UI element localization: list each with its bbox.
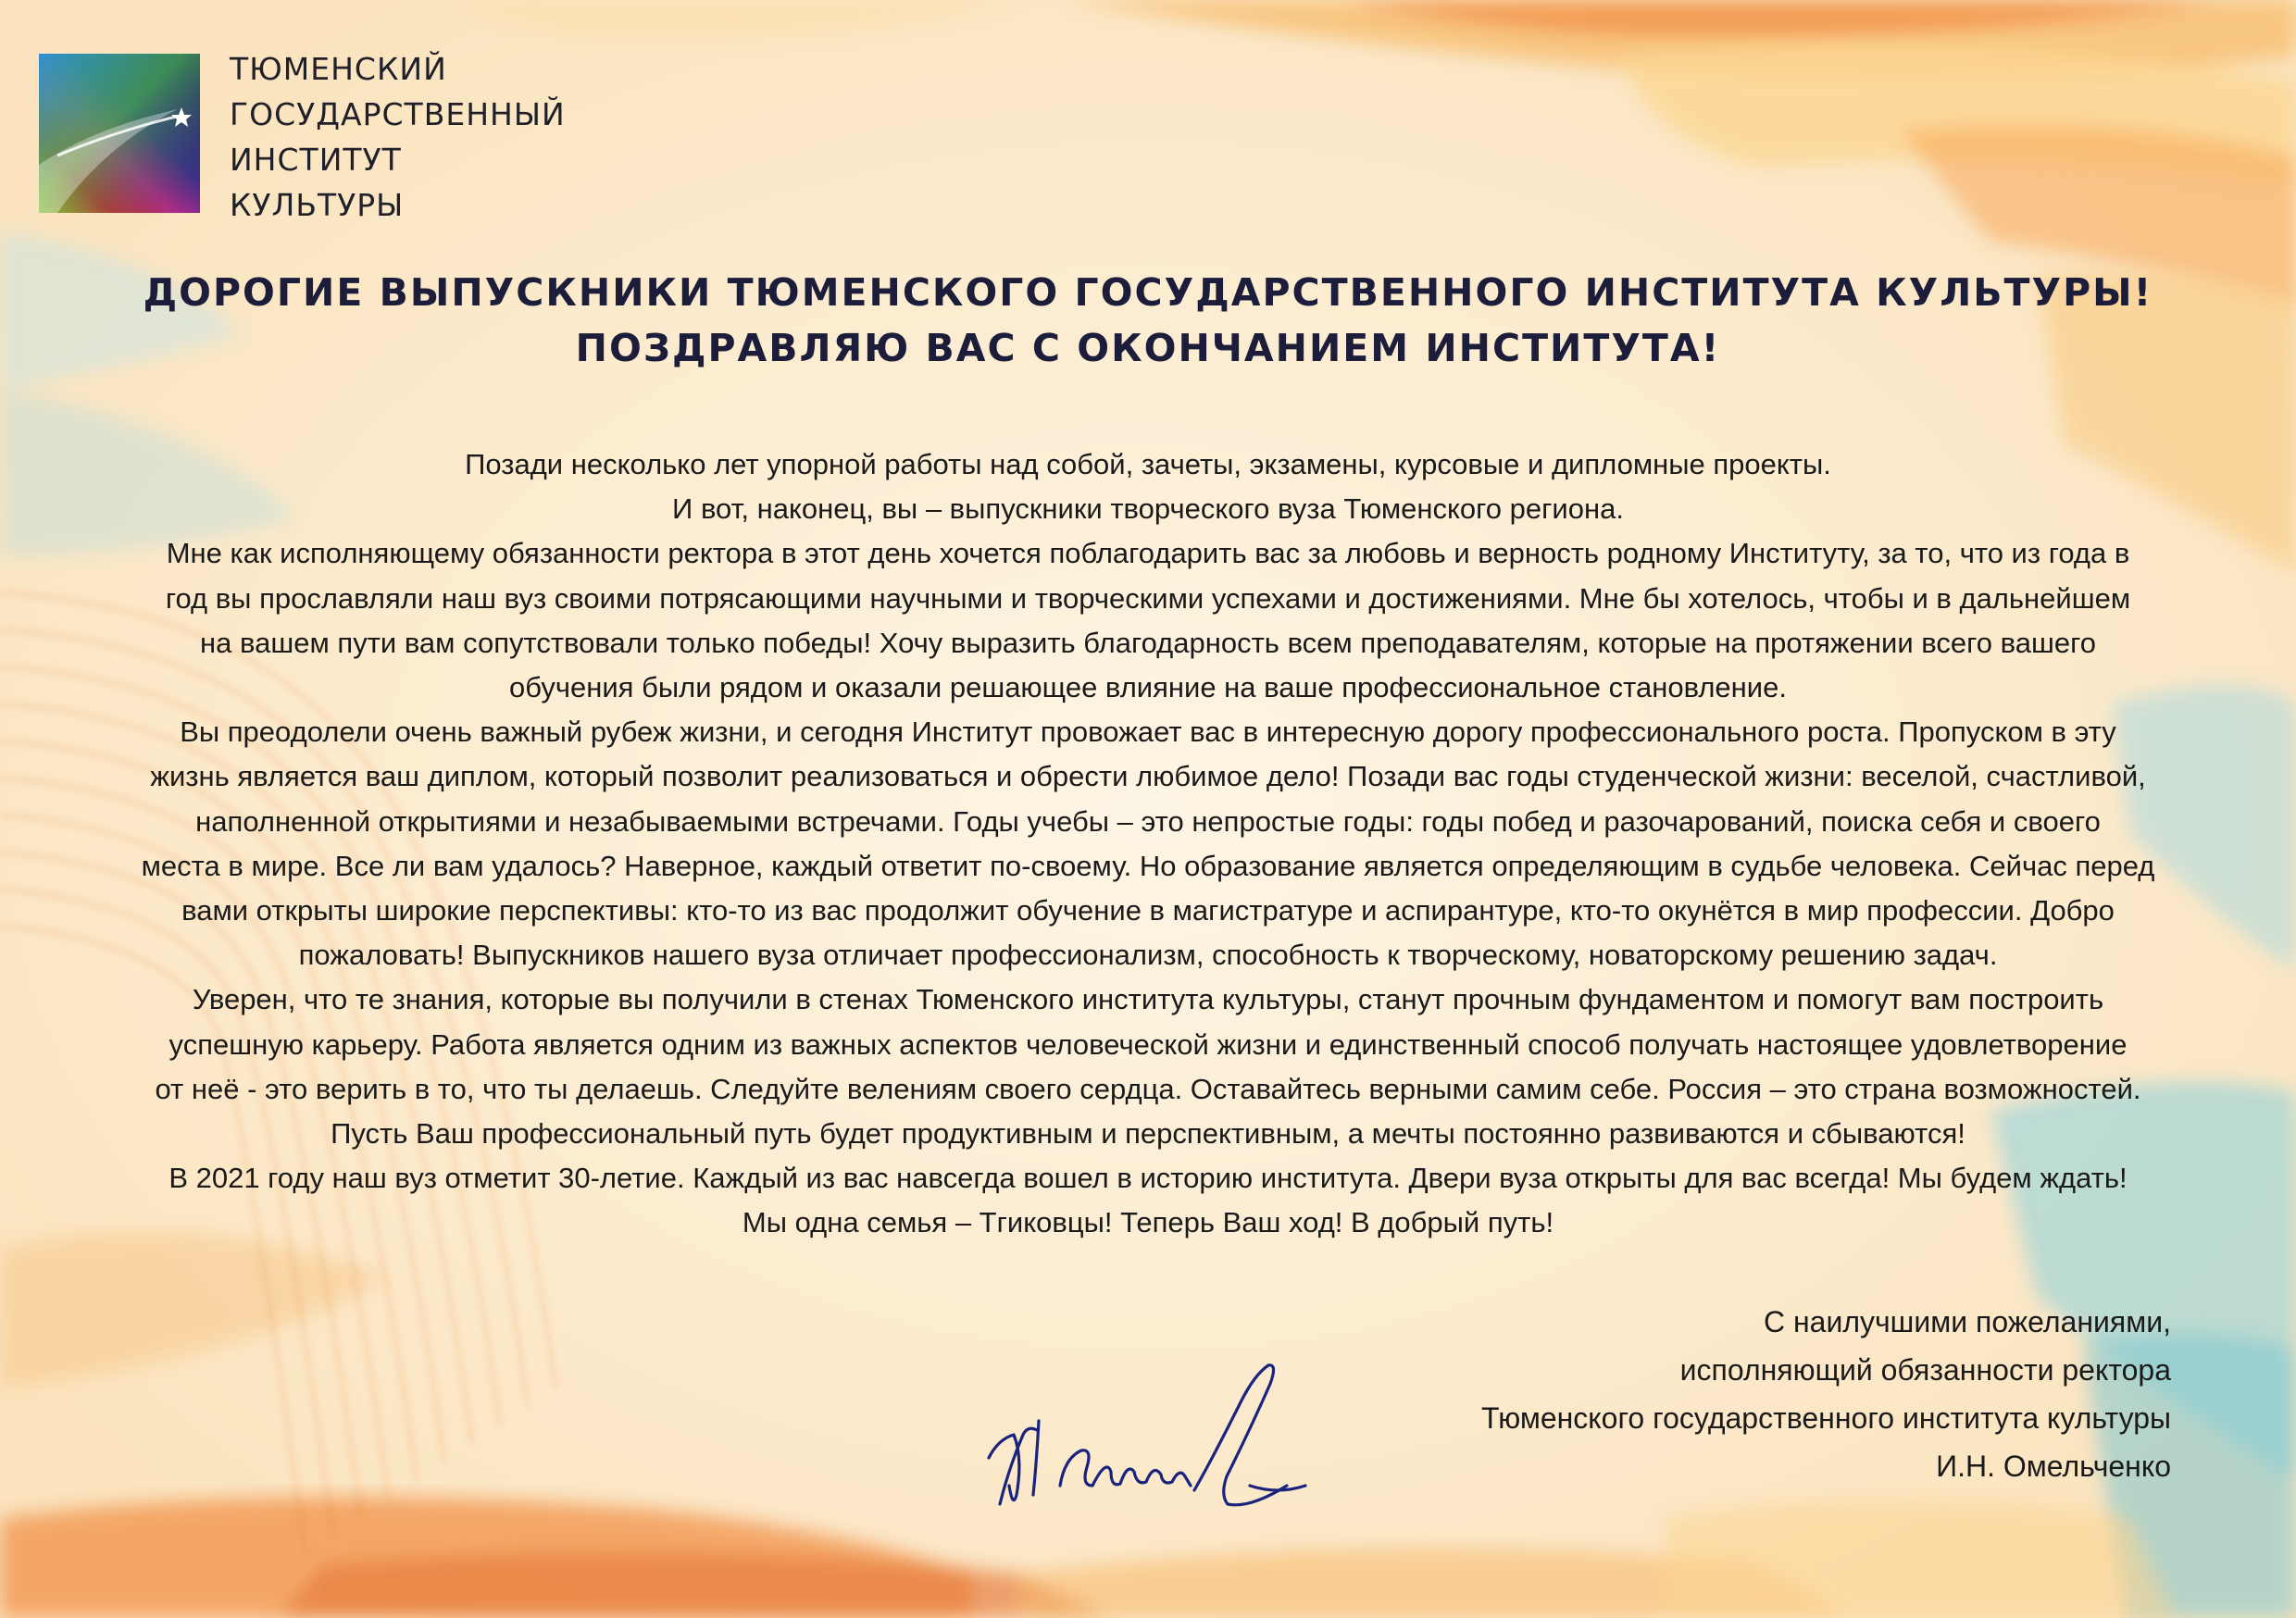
logo-line: ГОСУДАРСТВЕННЫЙ — [230, 96, 566, 132]
page-title — [0, 265, 2296, 376]
body-line: жизнь является ваш диплом, который позволит реализоваться и обрести любимое дело! Позади вас годы студенческой жизни: веселой, счастливой, — [150, 760, 2146, 793]
closing-position: исполняющий обязанности ректора — [1679, 1353, 2171, 1387]
body-line: Пусть Ваш профессиональный путь будет продуктивным и перспективным, а мечты постоянно развиваются и сбываются! — [331, 1117, 1965, 1151]
body-line: от неё - это верить в то, что ты делаешь. Следуйте велениям своего сердца. Оставайтесь верными самим себе. Россия – это страна возможностей. — [155, 1072, 2141, 1105]
body-line: Уверен, что те знания, которые вы получили в стенах Тюменского института культуры, станут прочным фундаментом и помогут вам построить — [192, 983, 2104, 1016]
institute-name — [230, 46, 566, 228]
body-line: И вот, наконец, вы – выпускники творческого вуза Тюменского региона. — [672, 492, 1624, 526]
logo-line: ТЮМЕНСКИЙ — [230, 51, 447, 87]
title-line-1: ДОРОГИЕ ВЫПУСКНИКИ ТЮМЕНСКОГО ГОСУДАРСТВЕННОГО ИНСТИТУТА КУЛЬТУРЫ! — [143, 270, 2153, 315]
closing-greeting: С наилучшими пожеланиями, — [1763, 1305, 2171, 1338]
body-line: вами открыты широкие перспективы: кто-то из вас продолжит обучение в магистратуре и аспирантуре, кто-то окунётся в мир профессии. Добро — [181, 894, 2115, 927]
title-line-2: ПОЗДРАВЛЯЮ ВАС С ОКОНЧАНИЕМ ИНСТИТУТА! — [575, 326, 1721, 370]
letter-body — [0, 442, 2296, 1246]
body-line: места в мире. Все ли вам удалось? Наверное, каждый ответит по-своему. Но образование является определяющим в судьбе человека. Сейчас перед — [141, 849, 2155, 882]
body-line: В 2021 году наш вуз отметит 30-летие. Каждый из вас навсегда вошел в историю института. Двери вуза открыты для вас всегда! Мы будем ждать! — [168, 1162, 2128, 1195]
body-line: на вашем пути вам сопутствовали только победы! Хочу выразить благодарность всем преподавателям, которые на протяжении всего вашего — [200, 626, 2096, 659]
closing-block — [1481, 1298, 2171, 1490]
body-line: год вы прославляли наш вуз своими потрясающими научными и творческими успехами и достижениями. Мне бы хотелось, чтобы и в дальнейшем — [165, 581, 2131, 615]
body-line: пожаловать! Выпускников нашего вуза отличает профессионализм, способность к творческому, новаторскому решению задач. — [298, 939, 1998, 972]
body-line: Позади несколько лет упорной работы над собой, зачеты, экзамены, курсовые и дипломные проекты. — [465, 448, 1831, 480]
body-line: наполненной открытиями и незабываемыми встречами. Годы учебы – это непростые годы: годы побед и разочарований, поиска себя и своего — [195, 804, 2101, 838]
closing-author: И.Н. Омельченко — [1936, 1450, 2171, 1483]
logo-line: КУЛЬТУРЫ — [230, 187, 405, 223]
body-line: Мы одна семья – Тгиковцы! Теперь Ваш ход! В добрый путь! — [742, 1206, 1554, 1239]
body-line: обучения были рядом и оказали решающее влияние на ваше профессиональное становление. — [509, 671, 1787, 704]
logo-line: ИНСТИТУТ — [230, 142, 402, 178]
body-line: Вы преодолели очень важный рубеж жизни, и сегодня Институт провожает вас в интересную дорогу профессионального роста. Пропуском в эту — [180, 716, 2116, 749]
rainbow-star-logo-icon — [39, 54, 200, 213]
handwritten-signature-icon — [972, 1347, 1361, 1560]
logo-emblem — [39, 54, 200, 213]
body-line: Мне как исполняющему обязанности ректора в этот день хочется поблагодарить вас за любовь и верность родному Институту, за то, что из года в — [166, 537, 2130, 570]
closing-organization: Тюменского государственного института культуры — [1481, 1401, 2171, 1435]
body-line: успешную карьеру. Работа является одним из важных аспектов человеческой жизни и единственный способ получать настоящее удовлетворение — [168, 1027, 2128, 1061]
